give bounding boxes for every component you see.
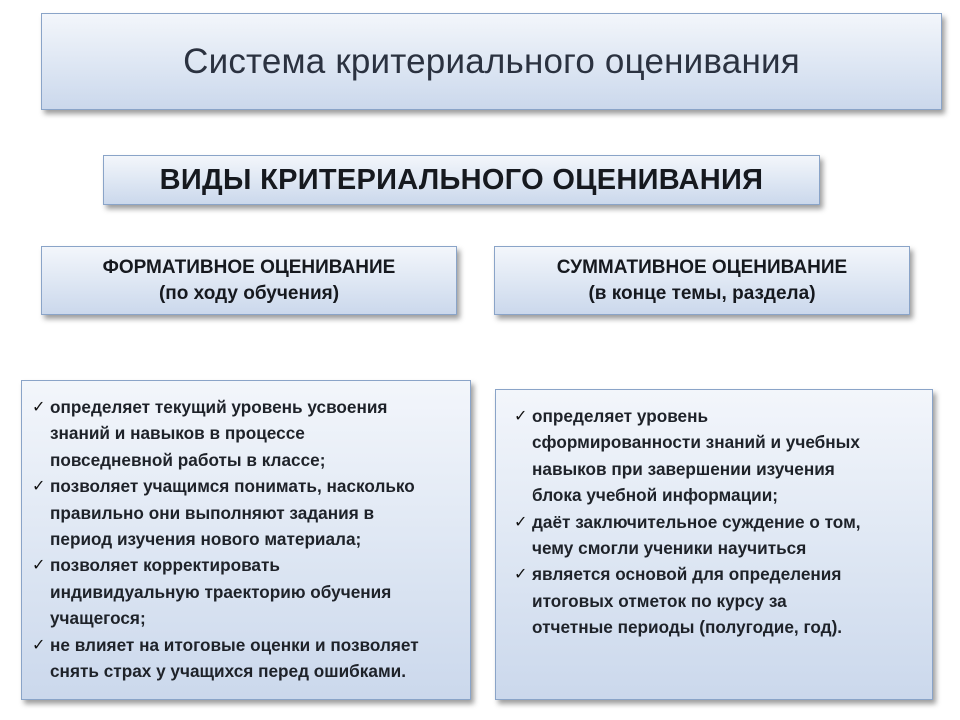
checkmark-icon: ✓ — [32, 555, 46, 575]
formative-header-box — [41, 246, 457, 315]
checkmark-icon: ✓ — [514, 511, 528, 531]
formative-item: ✓ позволяет корректировать индивидуальную траекторию обучения учащегося; — [32, 552, 468, 631]
section-heading: ВИДЫ КРИТЕРИАЛЬНОГО ОЦЕНИВАНИЯ — [159, 163, 764, 196]
summative-list — [514, 403, 932, 641]
summative-item: ✓ определяет уровень сформированности знаний и учебных навыков при завершении изучения блока учебной информации; — [514, 403, 932, 509]
checkmark-icon: ✓ — [32, 634, 46, 654]
formative-item: ✓ не влияет на итоговые оценки и позволяет снять страх у учащихся перед ошибками. — [32, 632, 468, 685]
summative-description-box — [495, 389, 933, 700]
title-box — [41, 13, 942, 110]
checkmark-icon: ✓ — [514, 406, 528, 425]
formative-item: ✓ позволяет учащимся понимать, насколько правильно они выполняют задания в период изучения нового материала; — [32, 473, 468, 552]
subtitle-box — [103, 155, 820, 205]
formative-title: ФОРМАТИВНОЕ ОЦЕНИВАНИЕ — [102, 256, 396, 278]
summative-note: (в конце темы, раздела) — [588, 282, 816, 304]
summative-title: СУММАТИВНОЕ ОЦЕНИВАНИЕ — [556, 256, 848, 278]
formative-note: (по ходу обучения) — [158, 282, 340, 304]
formative-item: ✓ определяет текущий уровень усвоения знаний и навыков в процессе повседневной работы в классе; — [32, 394, 468, 473]
summative-item: ✓ даёт заключительное суждение о том, чему смогли ученики научиться — [514, 509, 932, 562]
summative-item: ✓ является основой для определения итоговых отметок по курсу за отчетные периоды (полугодие, год). — [514, 561, 932, 640]
formative-description-box — [21, 380, 471, 700]
summative-header-box — [494, 246, 910, 315]
checkmark-icon: ✓ — [32, 397, 46, 416]
checkmark-icon: ✓ — [32, 476, 46, 496]
page-title: Система критериального оценивания — [183, 41, 800, 81]
formative-list — [32, 394, 468, 684]
checkmark-icon: ✓ — [514, 564, 528, 584]
